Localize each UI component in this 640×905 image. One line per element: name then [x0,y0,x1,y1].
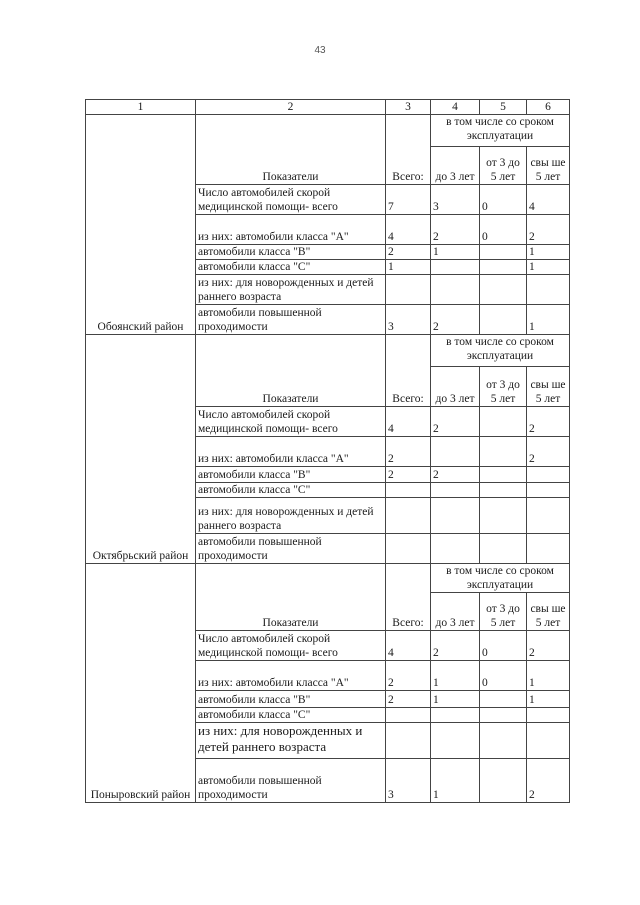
over-5-years-header: свы ше 5 лет [527,367,570,407]
value-cell: 4 [386,631,431,661]
column-number: 4 [431,100,480,115]
indicator-label: автомобили класса "С" [196,483,386,498]
value-cell [480,708,527,723]
indicator-label: автомобили класса "С" [196,708,386,723]
column-number: 1 [86,100,196,115]
value-cell: 2 [431,407,480,437]
column-number: 3 [386,100,431,115]
indicator-label: из них: для новорожденных и детей раннего возраста [196,723,386,759]
over-5-years-header: свы ше 5 лет [527,593,570,631]
service-period-header: в том числе со сроком эксплуатации [431,115,570,147]
indicator-label: автомобили класса "В" [196,245,386,260]
value-cell: 0 [480,185,527,215]
column-number-row [86,100,570,115]
value-cell [480,275,527,305]
value-cell: 3 [431,185,480,215]
from-3-to-5-years-header: от 3 до 5 лет [480,367,527,407]
value-cell [527,534,570,564]
value-cell [527,498,570,534]
column-number: 2 [196,100,386,115]
value-cell: 2 [386,437,431,467]
value-cell [431,498,480,534]
value-cell [527,483,570,498]
value-cell [527,723,570,759]
value-cell: 0 [480,631,527,661]
value-cell: 2 [431,631,480,661]
value-cell [480,691,527,708]
value-cell [431,483,480,498]
indicator-label: из них: для новорожденных и детей раннего возраста [196,498,386,534]
value-cell: 2 [527,631,570,661]
region-name: Октябрьский район [86,335,196,564]
indicator-label: автомобили повышенной проходимости [196,759,386,803]
up-to-3-years-header: до 3 лет [431,593,480,631]
value-cell [527,275,570,305]
ambulance-fleet-table [85,99,570,803]
value-cell: 4 [386,215,431,245]
value-cell [480,437,527,467]
value-cell [480,260,527,275]
indicator-label: Число автомобилей скорой медицинской помощи- всего [196,631,386,661]
up-to-3-years-header: до 3 лет [431,367,480,407]
value-cell [431,708,480,723]
value-cell: 2 [431,467,480,483]
value-cell: 0 [480,661,527,691]
value-cell: 1 [527,661,570,691]
value-cell [527,467,570,483]
value-cell [480,723,527,759]
value-cell [386,275,431,305]
value-cell: 0 [480,215,527,245]
value-cell [480,534,527,564]
column-number: 5 [480,100,527,115]
value-cell: 2 [386,661,431,691]
value-cell: 2 [431,215,480,245]
page-number: 43 [314,45,326,56]
indicator-label: Число автомобилей скорой медицинской помощи- всего [196,407,386,437]
total-header: Всего: [386,115,431,185]
value-cell [386,534,431,564]
value-cell: 2 [527,407,570,437]
value-cell [480,305,527,335]
indicators-header: Показатели [196,115,386,185]
value-cell: 4 [527,185,570,215]
from-3-to-5-years-header: от 3 до 5 лет [480,147,527,185]
region-name: Обоянский район [86,115,196,335]
value-cell: 2 [431,305,480,335]
section-header-row [86,335,570,367]
indicator-label: из них: автомобили класса "А" [196,661,386,691]
value-cell: 4 [386,407,431,437]
value-cell [431,275,480,305]
service-period-header: в том числе со сроком эксплуатации [431,335,570,367]
value-cell: 2 [527,215,570,245]
value-cell: 3 [386,759,431,803]
region-name: Поныровский район [86,564,196,803]
total-header: Всего: [386,335,431,407]
value-cell: 7 [386,185,431,215]
value-cell: 2 [386,467,431,483]
value-cell [480,407,527,437]
value-cell [480,245,527,260]
indicator-label: автомобили класса "В" [196,691,386,708]
indicator-label: автомобили повышенной проходимости [196,534,386,564]
indicator-label: Число автомобилей скорой медицинской помощи- всего [196,185,386,215]
indicator-label: из них: автомобили класса "А" [196,437,386,467]
value-cell [431,437,480,467]
section-header-row [86,115,570,147]
value-cell [386,723,431,759]
value-cell: 3 [386,305,431,335]
total-header: Всего: [386,564,431,631]
value-cell: 1 [527,260,570,275]
value-cell [386,708,431,723]
value-cell [480,483,527,498]
indicators-header: Показатели [196,335,386,407]
section-header-row [86,564,570,593]
indicator-label: автомобили класса "С" [196,260,386,275]
over-5-years-header: свы ше 5 лет [527,147,570,185]
value-cell [480,498,527,534]
value-cell: 1 [527,691,570,708]
value-cell: 1 [527,305,570,335]
column-number: 6 [527,100,570,115]
indicator-label: автомобили класса "В" [196,467,386,483]
value-cell: 2 [386,245,431,260]
value-cell: 1 [386,260,431,275]
value-cell: 1 [431,759,480,803]
value-cell [386,483,431,498]
indicator-label: из них: автомобили класса "А" [196,215,386,245]
value-cell: 2 [527,759,570,803]
from-3-to-5-years-header: от 3 до 5 лет [480,593,527,631]
value-cell: 2 [527,437,570,467]
value-cell: 1 [431,661,480,691]
value-cell: 1 [431,245,480,260]
value-cell: 1 [431,691,480,708]
up-to-3-years-header: до 3 лет [431,147,480,185]
indicator-label: автомобили повышенной проходимости [196,305,386,335]
value-cell: 1 [527,245,570,260]
indicator-label: из них: для новорожденных и детей раннего возраста [196,275,386,305]
value-cell [431,260,480,275]
value-cell [527,708,570,723]
value-cell [431,534,480,564]
value-cell: 2 [386,691,431,708]
value-cell [431,723,480,759]
value-cell [386,498,431,534]
indicators-header: Показатели [196,564,386,631]
value-cell [480,759,527,803]
service-period-header: в том числе со сроком эксплуатации [431,564,570,593]
value-cell [480,467,527,483]
